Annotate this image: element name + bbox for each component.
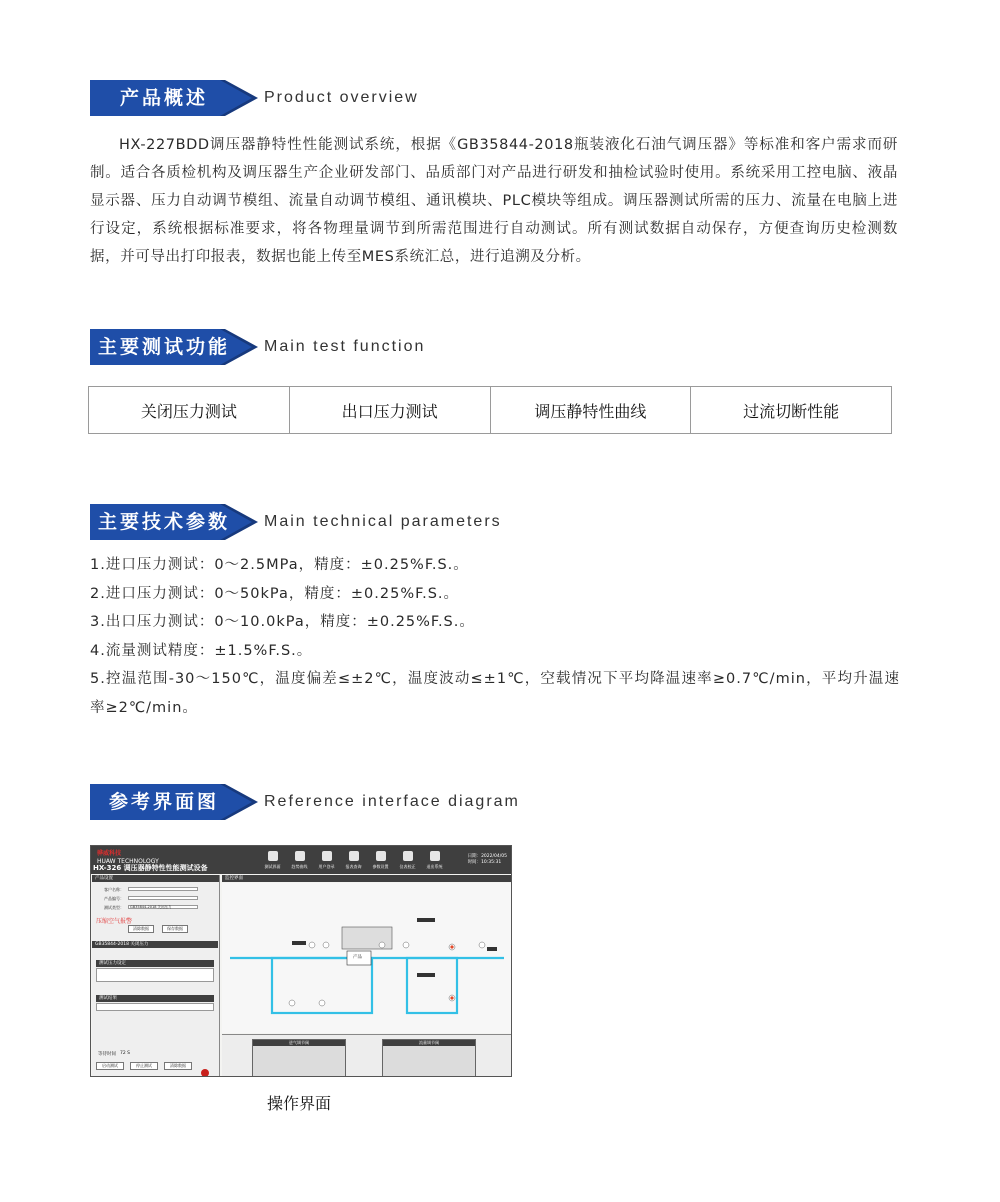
gauge-icon — [403, 851, 413, 861]
screenshot-caption: 操作界面 — [267, 1094, 332, 1113]
function-table — [88, 386, 892, 434]
nav-params-button[interactable]: 参数设置 — [367, 849, 394, 873]
left-panel-header: 产品设置 — [92, 875, 219, 882]
datetime-display: 日期：2022/04/05 时间：10:35:31 — [467, 854, 507, 865]
function-cell: 关闭压力测试 — [89, 387, 290, 433]
section-header-overview — [90, 80, 419, 116]
section-badge — [90, 504, 258, 540]
param-item: 3.出口压力测试：0～10.0kPa，精度：±0.25%F.S.。 — [90, 614, 475, 630]
start-test-button[interactable]: 启动测试 — [96, 1062, 124, 1070]
product-number-field[interactable] — [128, 896, 198, 900]
alarm-text: 压缩空气报警 — [96, 918, 133, 925]
group-header: 测试压力设定 — [96, 960, 214, 967]
clipboard-icon — [376, 851, 386, 861]
section-title-en: Main technical parameters — [264, 513, 502, 530]
status-indicator-light — [201, 1069, 209, 1077]
user-icon — [322, 851, 332, 861]
section-badge — [90, 80, 258, 116]
section-title-en: Product overview — [264, 89, 419, 106]
test-type-select[interactable]: GB35844-2018 关闭压力 — [128, 905, 198, 909]
save-data-button[interactable]: 保存数据 — [162, 925, 188, 933]
params-list — [90, 551, 900, 722]
screenshot-nav — [259, 849, 448, 873]
section-header-params — [90, 504, 502, 540]
section-header-functions — [90, 329, 425, 365]
inlet-valve-panel — [252, 1039, 346, 1077]
param-item: 2.进口压力测试：0～50kPa，精度：±0.25%F.S.。 — [90, 585, 460, 602]
interface-screenshot — [90, 845, 512, 1077]
section-header-reference — [90, 784, 520, 820]
main-panel-header: 监控界面 — [222, 875, 512, 882]
nav-login-button[interactable]: 用户登录 — [313, 849, 340, 873]
company-name: 骅威科技 — [97, 850, 122, 857]
clear-data-button[interactable]: 清除数据 — [128, 925, 154, 933]
section-title-en: Reference interface diagram — [264, 793, 520, 810]
control-panels — [222, 1034, 512, 1077]
panel-title: 进气调节阀 — [253, 1040, 345, 1046]
standard-header: GB35844-2018 关闭压力 — [92, 941, 218, 948]
stop-test-button[interactable]: 停止测试 — [130, 1062, 158, 1070]
result-table — [96, 1003, 214, 1011]
function-cell: 调压静特性曲线 — [491, 387, 692, 433]
pipeline-diagram — [222, 883, 512, 1033]
customer-name-field[interactable] — [128, 887, 198, 891]
screenshot-left-panel — [92, 875, 220, 1077]
section-title-en: Main test function — [264, 338, 426, 355]
field-label: 测试类型： — [104, 905, 124, 910]
section-title-cn: 参考界面图 — [108, 791, 219, 813]
section-badge — [90, 784, 258, 820]
section-title-cn: 产品概述 — [119, 87, 208, 109]
chart-icon — [295, 851, 305, 861]
param-item: 1.进口压力测试：0～2.5MPa，精度：±0.25%F.S.。 — [90, 557, 469, 573]
nav-calibrate-button[interactable]: 仪表校正 — [394, 849, 421, 873]
nav-trend-button[interactable]: 趋势曲线 — [286, 849, 313, 873]
clear-data-button-2[interactable]: 清除数据 — [164, 1062, 192, 1070]
folder-icon — [349, 851, 359, 861]
section-title-cn: 主要测试功能 — [97, 336, 230, 358]
panel-title: 流量调节阀 — [383, 1040, 475, 1046]
param-item: 4.流量测试精度：±1.5%F.S.。 — [90, 642, 313, 659]
flow-valve-panel — [382, 1039, 476, 1077]
pipeline-svg — [222, 883, 512, 1033]
overview-paragraph: HX-227BDD调压器静特性性能测试系统，根据《GB35844-2018瓶装液化石油气调压器》等标准和客户需求而研制。适合各质检机构及调压器生产企业研发部门、品质部门对产品进行研发和抽检试验时使用。系统采用工控电脑、液晶显示器、压力自动调节模组、流量自动调节模组、通讯模块、PLC模块等组成。调压器测试所需的压力、流量在电脑上进行设定，系统根据标准要求，将各物理量调节到所需范围进行自动测试。所有测试数据自动保存，方便查询历史检测数据，并可导出打印报表，数据也能上传至MES系统汇总，进行追溯及分析。 — [90, 137, 898, 265]
group-header: 测试结果 — [96, 995, 214, 1002]
nav-exit-button[interactable]: 退出系统 — [421, 849, 448, 873]
wait-value: 72 S — [120, 1051, 131, 1056]
function-cell: 出口压力测试 — [290, 387, 491, 433]
field-label: 客户名称： — [104, 887, 124, 892]
param-item: 5.控温范围-30～150℃，温度偏差≤±2℃，温度波动≤±1℃，空载情况下平均降温速率≥0.7℃/min，平均升温速率≥2℃/min。 — [90, 671, 900, 716]
nav-test-button[interactable]: 测试界面 — [259, 849, 286, 873]
app-title: HX-326 调压器静特性性能测试设备 — [93, 864, 208, 872]
product-node-label: 产品 — [353, 955, 362, 960]
company-name-en: HUAW TECHNOLOGY — [97, 858, 159, 865]
wait-label: 等待时间 — [98, 1052, 116, 1057]
function-cell: 过流切断性能 — [743, 401, 840, 421]
home-icon — [268, 851, 278, 861]
pressure-table — [96, 968, 214, 982]
field-label: 产品编号： — [104, 896, 124, 901]
exit-icon — [430, 851, 440, 861]
section-badge — [90, 329, 258, 365]
section-title-cn: 主要技术参数 — [97, 511, 230, 533]
nav-report-button[interactable]: 报表查询 — [340, 849, 367, 873]
screenshot-titlebar — [91, 846, 512, 874]
